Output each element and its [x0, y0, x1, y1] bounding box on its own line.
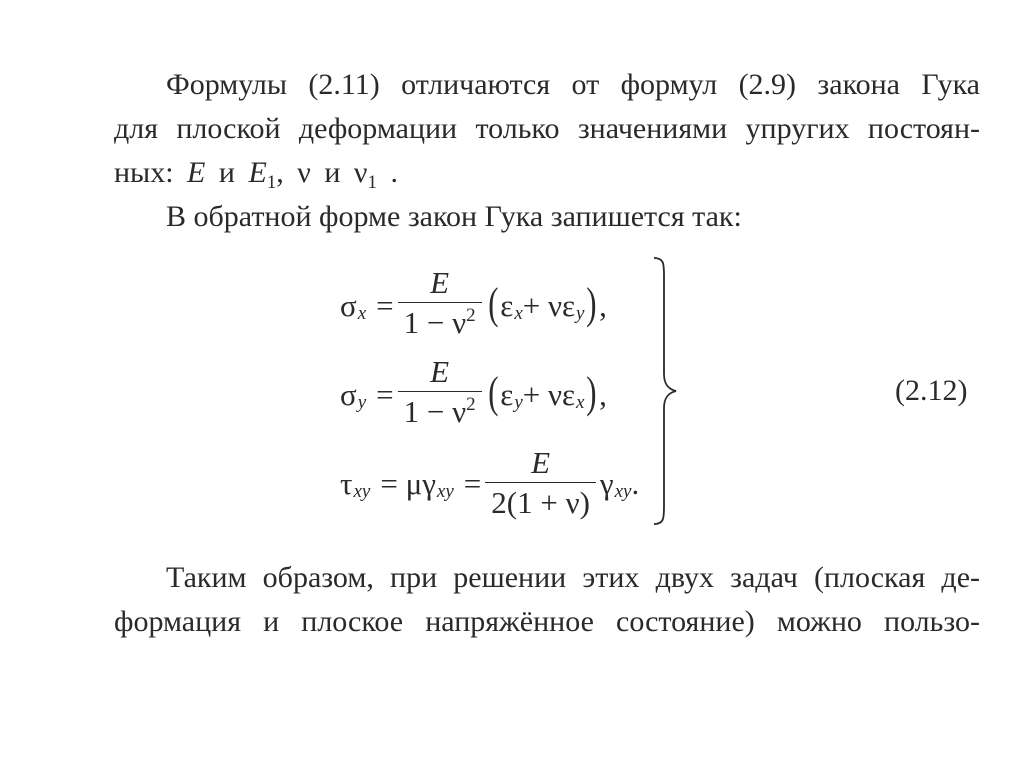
- eq2-equals: =: [376, 377, 394, 412]
- eq1-equals: =: [376, 288, 394, 323]
- comma: ,: [276, 156, 284, 189]
- paragraph3-line1: Таким образом, при решении этих двух задач (плоская де-: [166, 561, 980, 594]
- period: .: [390, 156, 398, 189]
- paragraph1-line2: для плоской деформации только значениями упругих постоян-: [114, 112, 980, 145]
- var-e1: E: [248, 156, 267, 189]
- eq1-close-paren: ): [586, 279, 597, 328]
- eq3-mu-gamma: = μγ: [380, 465, 436, 501]
- eq2-open-paren: (: [487, 368, 499, 417]
- equation-tau-xy: τ xy = μγ xy = $\frac{E}{2(1 + \nu)}$ γ xy .: [340, 445, 640, 520]
- paragraph3-line2: формация и плоское напряжённое состояние) можно пользо-: [114, 605, 980, 638]
- equation-sigma-x: σ x = $\frac{E}{1 - \nu^2}$ ( ε x + νε y ) ,: [340, 266, 607, 346]
- equation-number: (2.12): [895, 374, 968, 407]
- eq3-denominator: 2(1 + ν): [485, 482, 596, 521]
- var-nu1: ν: [353, 156, 368, 189]
- eq2-term1: ε: [500, 377, 514, 412]
- eq2-lhs-sub: y: [357, 392, 367, 413]
- eq3-tail: .: [631, 465, 640, 501]
- eq1-term1: ε: [500, 288, 514, 323]
- eq1-denominator: $1 - \nu^2$: [398, 302, 482, 346]
- eq2-plus-term: + νε: [522, 377, 576, 412]
- eq3-lhs: τ: [340, 465, 353, 501]
- paragraph1-line1: Формулы (2.11) отличаются от формул (2.9) закона Гука: [166, 68, 980, 101]
- eq1-open-paren: (: [487, 279, 499, 328]
- sub-1b: 1: [367, 172, 377, 193]
- var-e: E: [187, 156, 206, 189]
- right-brace-icon: [650, 256, 678, 526]
- paragraph1-line3: [114, 156, 980, 193]
- paragraph2-line1: В обратной форме закон Гука запишется так:: [166, 200, 742, 233]
- eq3-numerator: E: [531, 445, 551, 480]
- eq1-fraction: [398, 266, 482, 346]
- eq2-close-paren: ): [586, 368, 597, 417]
- eq1-lhs-sub: x: [357, 303, 367, 324]
- eq1-plus-term: + νε: [522, 288, 576, 323]
- eq3-rhs: γ: [599, 465, 614, 501]
- line3-prefix: ных:: [114, 156, 174, 189]
- and-word-1: и: [218, 156, 235, 189]
- eq2-lhs: σ: [340, 377, 357, 412]
- var-nu: ν: [297, 156, 311, 189]
- eq1-tail: ,: [599, 288, 607, 323]
- eq2-numerator: E: [430, 354, 450, 389]
- eq2-fraction: [398, 355, 482, 435]
- eq2-denominator: $1 - \nu^2$: [398, 391, 482, 435]
- eq3-equals: =: [463, 465, 482, 501]
- eq1-numerator: E: [430, 265, 450, 300]
- eq3-lhs-sub: xy: [353, 480, 371, 502]
- eq2-tail: ,: [599, 377, 607, 412]
- eq1-lhs: σ: [340, 288, 357, 323]
- and-word-2: и: [324, 156, 341, 189]
- sub-1a: 1: [266, 172, 277, 193]
- equation-sigma-y: σ y = $\frac{E}{1 - \nu^2}$ ( ε y + νε x ) ,: [340, 355, 607, 435]
- eq3-fraction: [485, 446, 596, 521]
